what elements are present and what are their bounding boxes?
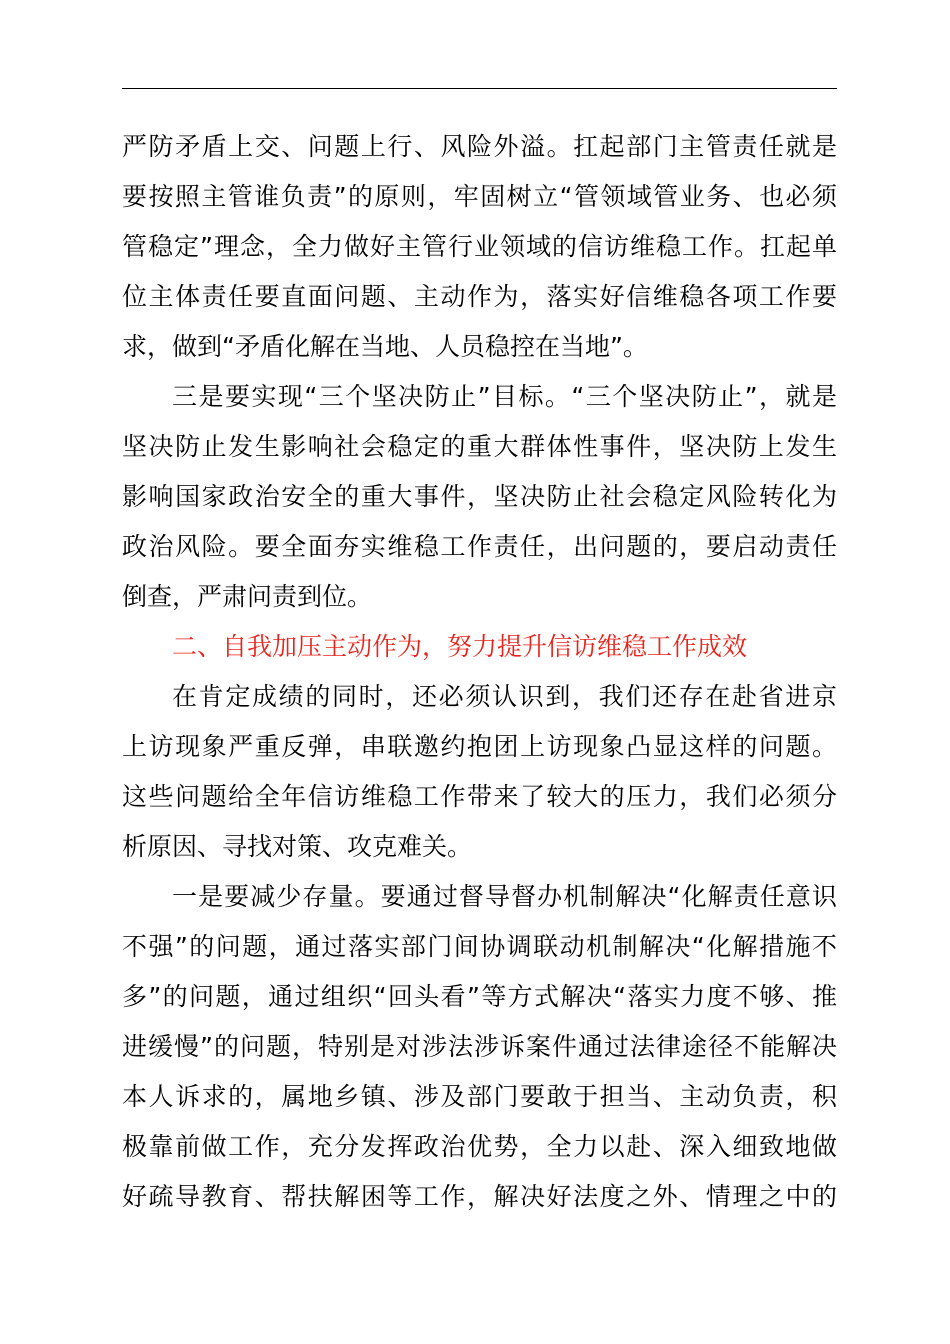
text-line: 不强”的问题，通过落实部门间协调联动机制解决“化解措施不 [122,932,837,961]
text-line: 求，做到“矛盾化解在当地、人员稳控在当地”。 [122,332,648,361]
text-line: 好疏导教育、帮扶解困等工作，解决好法度之外、情理之中的 [122,1182,837,1211]
text-line: 这些问题给全年信访维稳工作带来了较大的压力，我们必须分 [122,782,837,811]
text-line: 一是要减少存量。要通过督导督办机制解决“化解责任意识 [172,882,837,911]
text-line: 影响国家政治安全的重大事件，坚决防止社会稳定风险转化为 [122,482,837,511]
text-line: 坚决防止发生影响社会稳定的重大群体性事件，坚决防上发生 [122,432,837,461]
section-heading: 二、自我加压主动作为，努力提升信访维稳工作成效 [172,632,748,661]
text-line: 管稳定”理念，全力做好主管行业领域的信访维稳工作。扛起单 [122,232,837,261]
text-line: 上访现象严重反弹，串联邀约抱团上访现象凸显这样的问题。 [122,732,837,761]
text-line: 本人诉求的，属地乡镇、涉及部门要敢于担当、主动负责，积 [122,1082,837,1111]
text-line: 倒查，严肃问责到位。 [122,582,373,611]
text-line: 位主体责任要直面问题、主动作为，落实好信维稳各项工作要 [122,282,837,311]
text-line: 政治风险。要全面夯实维稳工作责任，出问题的，要启动责任 [122,532,837,561]
text-line: 在肯定成绩的同时，还必须认识到，我们还存在赴省进京 [172,682,837,711]
header-rule [122,88,837,89]
text-line: 进缓慢”的问题，特别是对涉法涉诉案件通过法律途径不能解决 [122,1032,837,1061]
document-body [122,122,837,1222]
text-line: 极靠前做工作，充分发挥政治优势，全力以赴、深入细致地做 [122,1132,837,1161]
text-line: 严防矛盾上交、问题上行、风险外溢。扛起部门主管责任就是 [122,132,837,161]
text-line: 多”的问题，通过组织“回头看”等方式解决“落实力度不够、推 [122,982,837,1011]
text-line: 要按照主管谁负责”的原则，牢固树立“管领域管业务、也必须 [122,182,837,211]
text-line: 析原因、寻找对策、攻克难关。 [122,832,473,861]
text-line: 三是要实现“三个坚决防止”目标。“三个坚决防止”，就是 [172,382,837,411]
